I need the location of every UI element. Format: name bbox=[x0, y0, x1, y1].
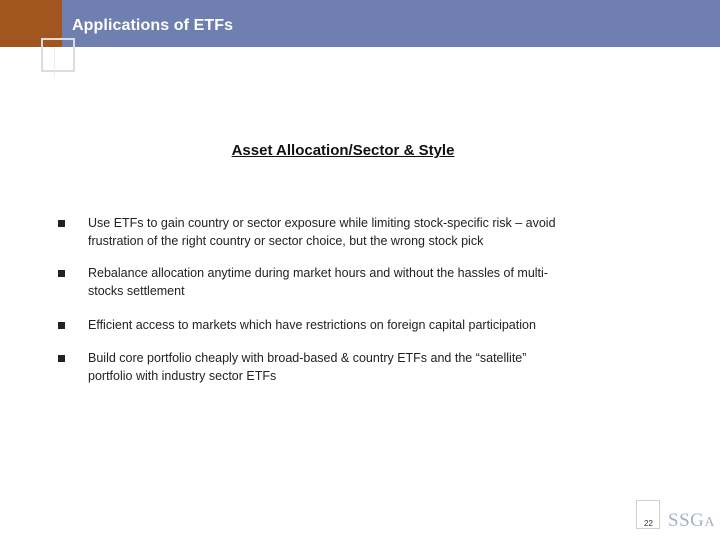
bullet-square-icon bbox=[58, 355, 65, 362]
page-number: 22 bbox=[644, 519, 653, 528]
bullet-line: Efficient access to markets which have restrictions on foreign capital participation bbox=[88, 318, 536, 332]
bullet-square-icon bbox=[58, 322, 65, 329]
bullet-square-icon bbox=[58, 220, 65, 227]
bullet-line: frustration of the right country or sector choice, but the wrong stock pick bbox=[88, 234, 484, 248]
logo-text-main: SSG bbox=[668, 510, 705, 531]
logo-text-small: A bbox=[704, 515, 715, 530]
bullet-text bbox=[88, 264, 628, 300]
bullet-line: Build core portfolio cheaply with broad-based & country ETFs and the “satellite” bbox=[88, 351, 527, 365]
bullet-line: stocks settlement bbox=[88, 284, 185, 298]
bullet-line: Use ETFs to gain country or sector exposure while limiting stock-specific risk – avoid bbox=[88, 216, 556, 230]
bullet-line: portfolio with industry sector ETFs bbox=[88, 369, 277, 383]
bullet-text bbox=[88, 316, 628, 334]
bullet-line: Rebalance allocation anytime during market hours and without the hassles of multi- bbox=[88, 266, 548, 280]
slide-title: Applications of ETFs bbox=[72, 17, 234, 34]
bullet-text bbox=[88, 349, 628, 385]
ssga-logo bbox=[668, 510, 715, 532]
section-subtitle: Asset Allocation/Sector & Style bbox=[231, 142, 455, 159]
bullet-text bbox=[88, 214, 628, 250]
bullet-square-icon bbox=[58, 270, 65, 277]
